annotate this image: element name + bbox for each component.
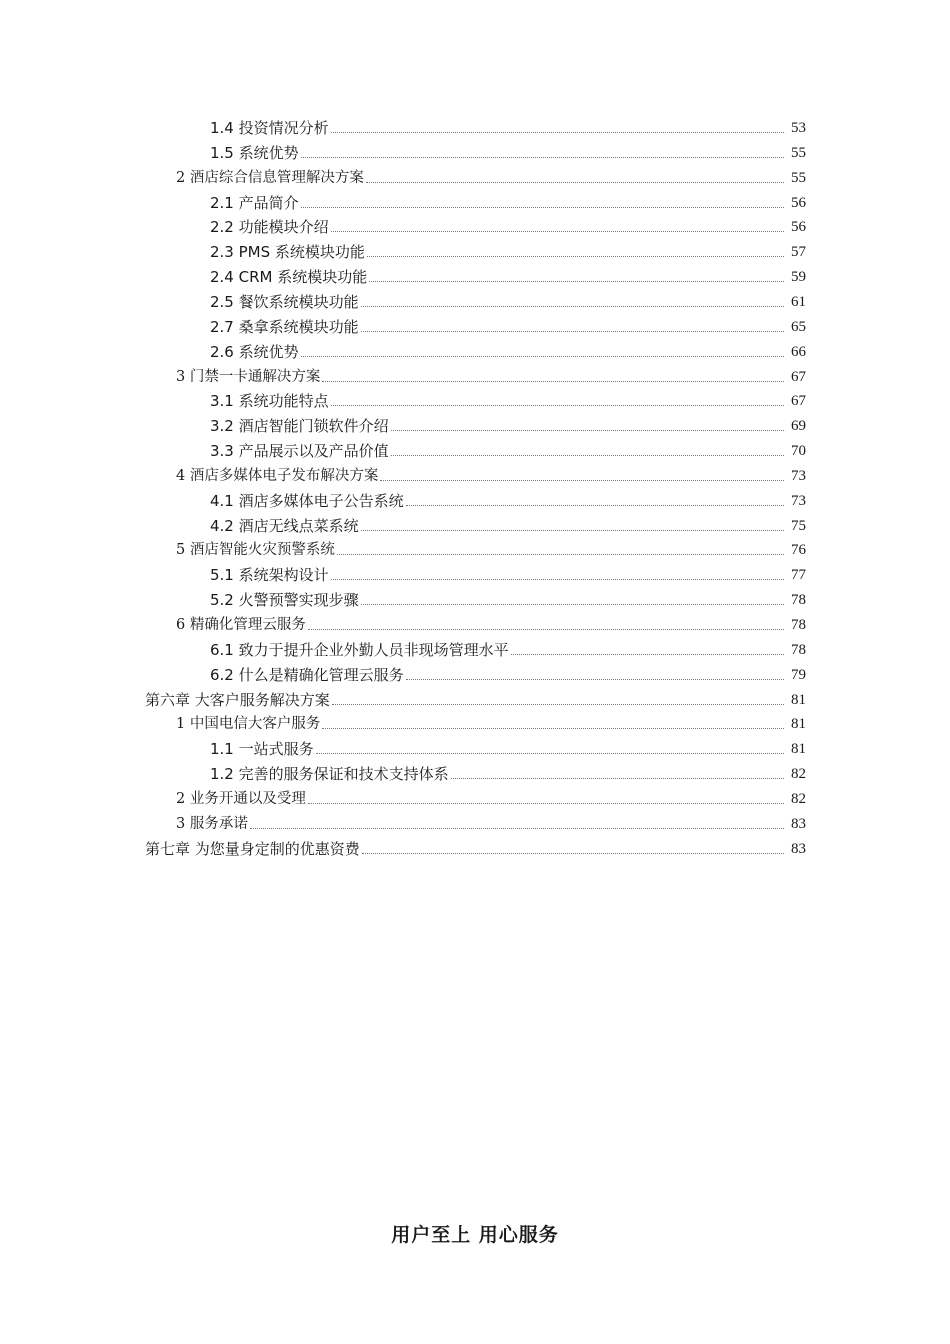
toc-entry[interactable] (176, 710, 806, 734)
toc-entry[interactable] (210, 263, 806, 287)
toc-entry[interactable] (210, 661, 806, 685)
toc-dot-leader (361, 529, 784, 531)
toc-entry[interactable] (210, 735, 806, 759)
toc-entry[interactable] (176, 462, 806, 486)
toc-dot-leader (316, 752, 784, 754)
toc-entry-title: 4.2 酒店无线点菜系统 (210, 516, 359, 535)
toc-entry-title: 2 酒店综合信息管理解决方案 (176, 169, 364, 186)
toc-entry[interactable] (210, 238, 806, 262)
toc-page-number: 77 (791, 567, 806, 584)
toc-page-number: 79 (791, 666, 806, 683)
toc-page-number: 75 (791, 517, 806, 534)
toc-page-number: 78 (791, 592, 806, 609)
toc-dot-leader (380, 479, 784, 481)
toc-entry-title: 第七章 为您量身定制的优惠资费 (145, 839, 360, 858)
toc-entry[interactable] (210, 437, 806, 461)
toc-page-number: 70 (791, 443, 806, 460)
toc-page-number: 82 (791, 790, 806, 807)
toc-page-number: 57 (791, 244, 806, 261)
toc-dot-leader (331, 230, 784, 232)
toc-entry-title: 3.3 产品展示以及产品价值 (210, 442, 389, 461)
toc-dot-leader (332, 703, 784, 705)
toc-page-number: 55 (791, 169, 806, 186)
toc-dot-leader (337, 553, 784, 555)
toc-dot-leader (511, 653, 784, 655)
toc-entry-title: 2 业务开通以及受理 (176, 790, 306, 807)
toc-entry[interactable] (176, 536, 806, 560)
toc-page-number: 82 (791, 766, 806, 783)
toc-dot-leader (361, 330, 784, 332)
toc-entry-title: 2.3 PMS 系统模块功能 (210, 243, 365, 262)
toc-dot-leader (331, 404, 784, 406)
toc-dot-leader (331, 131, 784, 133)
toc-entry[interactable] (210, 213, 806, 237)
toc-dot-leader (361, 305, 784, 307)
toc-entry[interactable] (210, 338, 806, 362)
toc-dot-leader (451, 777, 784, 779)
toc-page-number: 83 (791, 815, 806, 832)
toc-page-number: 81 (791, 716, 806, 733)
toc-dot-leader (391, 454, 784, 456)
toc-entry-title: 2.1 产品简介 (210, 193, 299, 212)
toc-entry-title: 2.6 系统优势 (210, 342, 299, 361)
toc-page-number: 78 (791, 617, 806, 633)
toc-entry[interactable] (210, 636, 806, 660)
toc-page-number: 55 (791, 144, 806, 161)
toc-dot-leader (362, 852, 784, 854)
toc-entry[interactable] (210, 412, 806, 436)
toc-entry-title: 6 精确化管理云服务 (176, 617, 306, 633)
toc-page-number: 73 (791, 467, 806, 484)
toc-entry[interactable] (210, 387, 806, 411)
toc-entry-title: 1.1 一站式服务 (210, 740, 314, 759)
toc-entry[interactable] (210, 760, 806, 784)
toc-entry-title: 3 服务承诺 (176, 815, 248, 832)
toc-dot-leader (406, 504, 784, 506)
toc-dot-leader (391, 429, 784, 431)
toc-dot-leader (367, 255, 784, 257)
footer-slogan: 用户至上 用心服务 (391, 1224, 559, 1246)
toc-entry[interactable] (176, 611, 806, 635)
toc-entry-title: 2.7 桑拿系统模块功能 (210, 317, 359, 336)
toc-entry[interactable] (145, 835, 806, 859)
toc-page-number: 61 (791, 293, 806, 310)
toc-entry-title: 5 酒店智能火灾预警系统 (176, 542, 335, 559)
toc-entry-title: 2.2 功能模块介绍 (210, 218, 329, 237)
toc-entry[interactable] (210, 586, 806, 610)
toc-page-number: 78 (791, 641, 806, 658)
toc-entry[interactable] (210, 313, 806, 337)
toc-entry-title: 2.4 CRM 系统模块功能 (210, 268, 368, 287)
toc-page-number: 53 (791, 120, 806, 136)
toc-entry[interactable] (176, 363, 806, 387)
toc-dot-leader (331, 578, 784, 580)
toc-entry-title: 3.1 系统功能特点 (210, 392, 329, 411)
toc-entry-title: 6.2 什么是精确化管理云服务 (210, 665, 404, 684)
toc-entry[interactable] (176, 785, 806, 809)
toc-entry-title: 1 中国电信大客户服务 (176, 716, 321, 733)
toc-dot-leader (322, 727, 784, 729)
toc-entry-title: 3 门禁一卡通解决方案 (176, 368, 321, 385)
toc-entry-title: 6.1 致力于提升企业外勤人员非现场管理水平 (210, 640, 509, 659)
toc-entry[interactable] (210, 561, 806, 585)
toc-page-number: 81 (791, 691, 806, 708)
toc-dot-leader (406, 678, 784, 680)
toc-entry-title: 4 酒店多媒体电子发布解决方案 (176, 467, 379, 484)
toc-page-number: 69 (791, 418, 806, 435)
toc-page-number: 56 (791, 219, 806, 236)
toc-entry-title: 2.5 餐饮系统模块功能 (210, 292, 359, 311)
toc-entry-title: 5.2 火警预警实现步骤 (210, 591, 359, 610)
toc-entry[interactable] (210, 512, 806, 536)
toc-entry[interactable] (210, 288, 806, 312)
toc-entry[interactable] (176, 810, 806, 834)
toc-dot-leader (322, 380, 784, 382)
toc-page-number: 65 (791, 318, 806, 335)
toc-entry[interactable] (210, 139, 806, 163)
toc-entry[interactable] (145, 686, 806, 710)
toc-dot-leader (308, 802, 784, 804)
toc-dot-leader (301, 355, 784, 357)
toc-entry-title: 5.1 系统架构设计 (210, 566, 329, 585)
toc-page-number: 73 (791, 492, 806, 509)
toc-page-number: 67 (791, 393, 806, 410)
toc-page-number: 56 (791, 194, 806, 211)
toc-page-number: 67 (791, 368, 806, 385)
toc-page-number: 76 (791, 542, 806, 559)
toc-entry-title: 1.2 完善的服务保证和技术支持体系 (210, 765, 449, 784)
toc-entry[interactable] (176, 164, 806, 188)
toc-page-number: 66 (791, 343, 806, 360)
toc-dot-leader (361, 603, 784, 605)
toc-dot-leader (301, 206, 784, 208)
toc-entry-title: 3.2 酒店智能门锁软件介绍 (210, 417, 389, 436)
toc-entry-title: 第六章 大客户服务解决方案 (145, 690, 330, 709)
toc-dot-leader (301, 156, 784, 158)
toc-dot-leader (366, 181, 784, 183)
toc-entry-title: 4.1 酒店多媒体电子公告系统 (210, 491, 404, 510)
toc-entry-title: 1.5 系统优势 (210, 143, 299, 162)
toc-dot-leader (250, 827, 784, 829)
toc-page-number: 83 (791, 840, 806, 857)
toc-page-number: 59 (791, 269, 806, 286)
toc-dot-leader (369, 280, 784, 282)
toc-entry[interactable] (210, 487, 806, 511)
toc-entry[interactable] (210, 114, 806, 138)
toc-entry-title: 1.4 投资情况分析 (210, 119, 329, 137)
toc-dot-leader (308, 628, 784, 630)
toc-entry[interactable] (210, 189, 806, 213)
toc-page-number: 81 (791, 741, 806, 758)
